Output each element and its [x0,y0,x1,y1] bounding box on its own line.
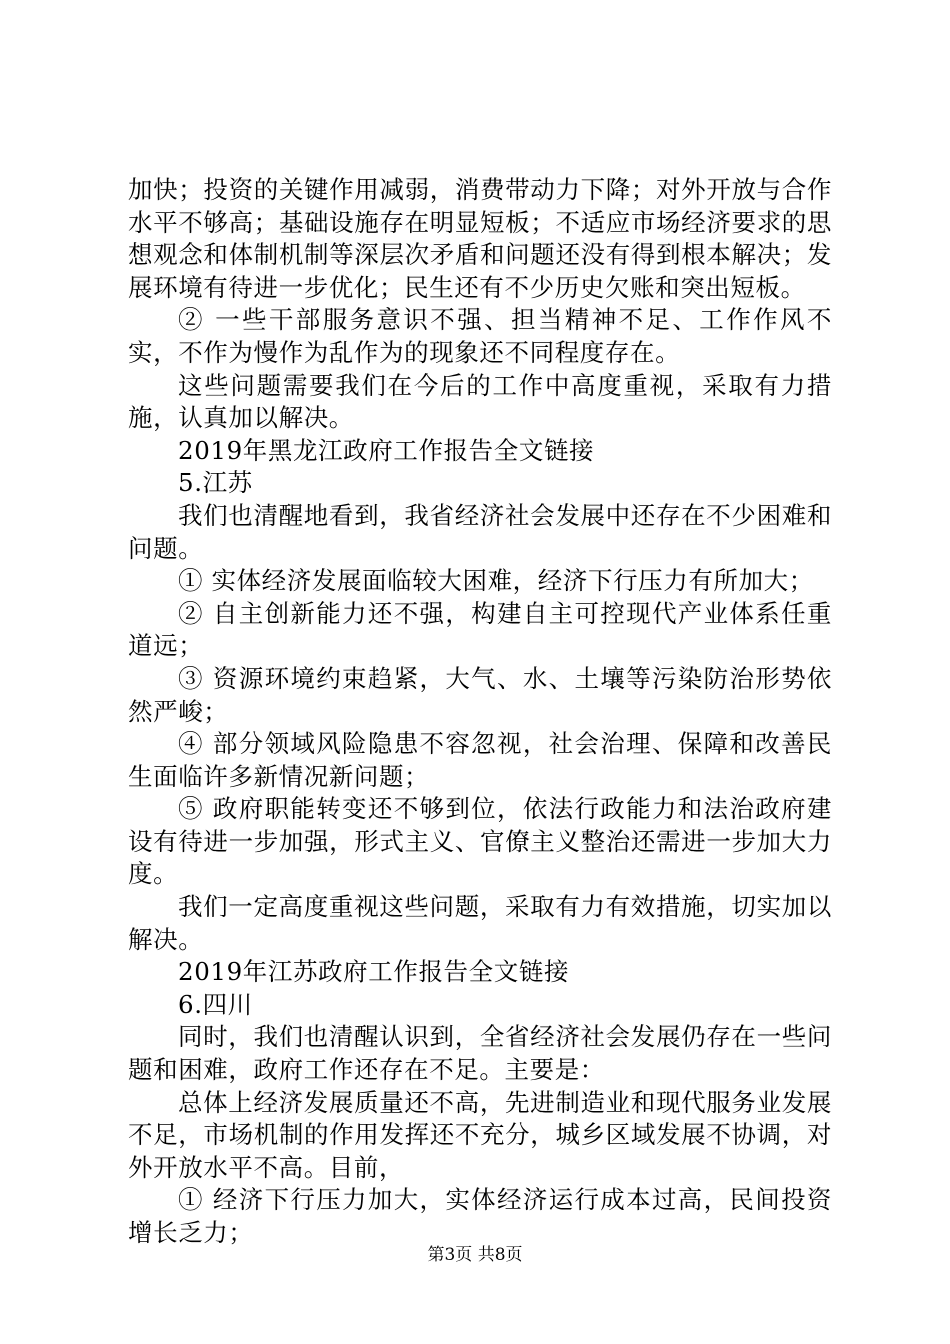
paragraph: ② 一些干部服务意识不强、担当精神不足、工作作风不实，不作为慢作为乱作为的现象还不同程度存在。 [128,305,832,367]
list-item: ④ 部分领域风险隐患不容忽视，社会治理、保障和改善民生面临许多新情况新问题； [128,729,832,791]
paragraph: 这些问题需要我们在今后的工作中高度重视，采取有力措施，认真加以解决。 [128,370,832,433]
paragraph: 我们也清醒地看到，我省经济社会发展中还存在不少困难和问题。 [128,500,832,563]
paragraph: 我们一定高度重视这些问题，采取有力有效措施，切实加以解决。 [128,892,832,954]
paragraph: 总体上经济发展质量还不高，先进制造业和现代服务业发展不足，市场机制的作用发挥还不充分，城乡区域发展不协调，对外开放水平不高。目前， [128,1087,832,1182]
page-number: 第3页 共8页 [427,1245,523,1265]
list-item: ③ 资源环境约束趋紧，大气、水、土壤等污染防治形势依然严峻； [128,663,832,726]
list-item: ① 经济下行压力加大，实体经济运行成本过高，民间投资增长乏力； [128,1185,832,1247]
page-footer [0,1244,950,1266]
section-heading-jiangsu: 5.江苏 [178,468,253,498]
list-item: ⑤ 政府职能转变还不够到位，依法行政能力和法治政府建设有待进一步加强，形式主义、官僚主义整治还需进一步加大力度。 [128,794,832,889]
link-jiangsu-report[interactable]: 2019年江苏政府工作报告全文链接 [178,957,570,987]
paragraph: 加快；投资的关键作用减弱，消费带动力下降；对外开放与合作水平不够高；基础设施存在明显短板；不适应市场经济要求的思想观念和体制机制等深层次矛盾和问题还没有得到根本解决；发展环境有待进一步优化；民生还有不少历史欠账和突出短板。 [128,175,832,302]
link-heilongjiang-report[interactable]: 2019年黑龙江政府工作报告全文链接 [178,435,595,465]
list-item: ① 实体经济发展面临较大困难，经济下行压力有所加大； [178,566,814,596]
list-item: ② 自主创新能力还不强，构建自主可控现代产业体系任重道远； [128,598,832,661]
section-heading-sichuan: 6.四川 [178,989,253,1019]
paragraph: 同时，我们也清醒认识到，全省经济社会发展仍存在一些问题和困难，政府工作还存在不足。主要是： [128,1022,832,1085]
body-text [128,174,832,1250]
